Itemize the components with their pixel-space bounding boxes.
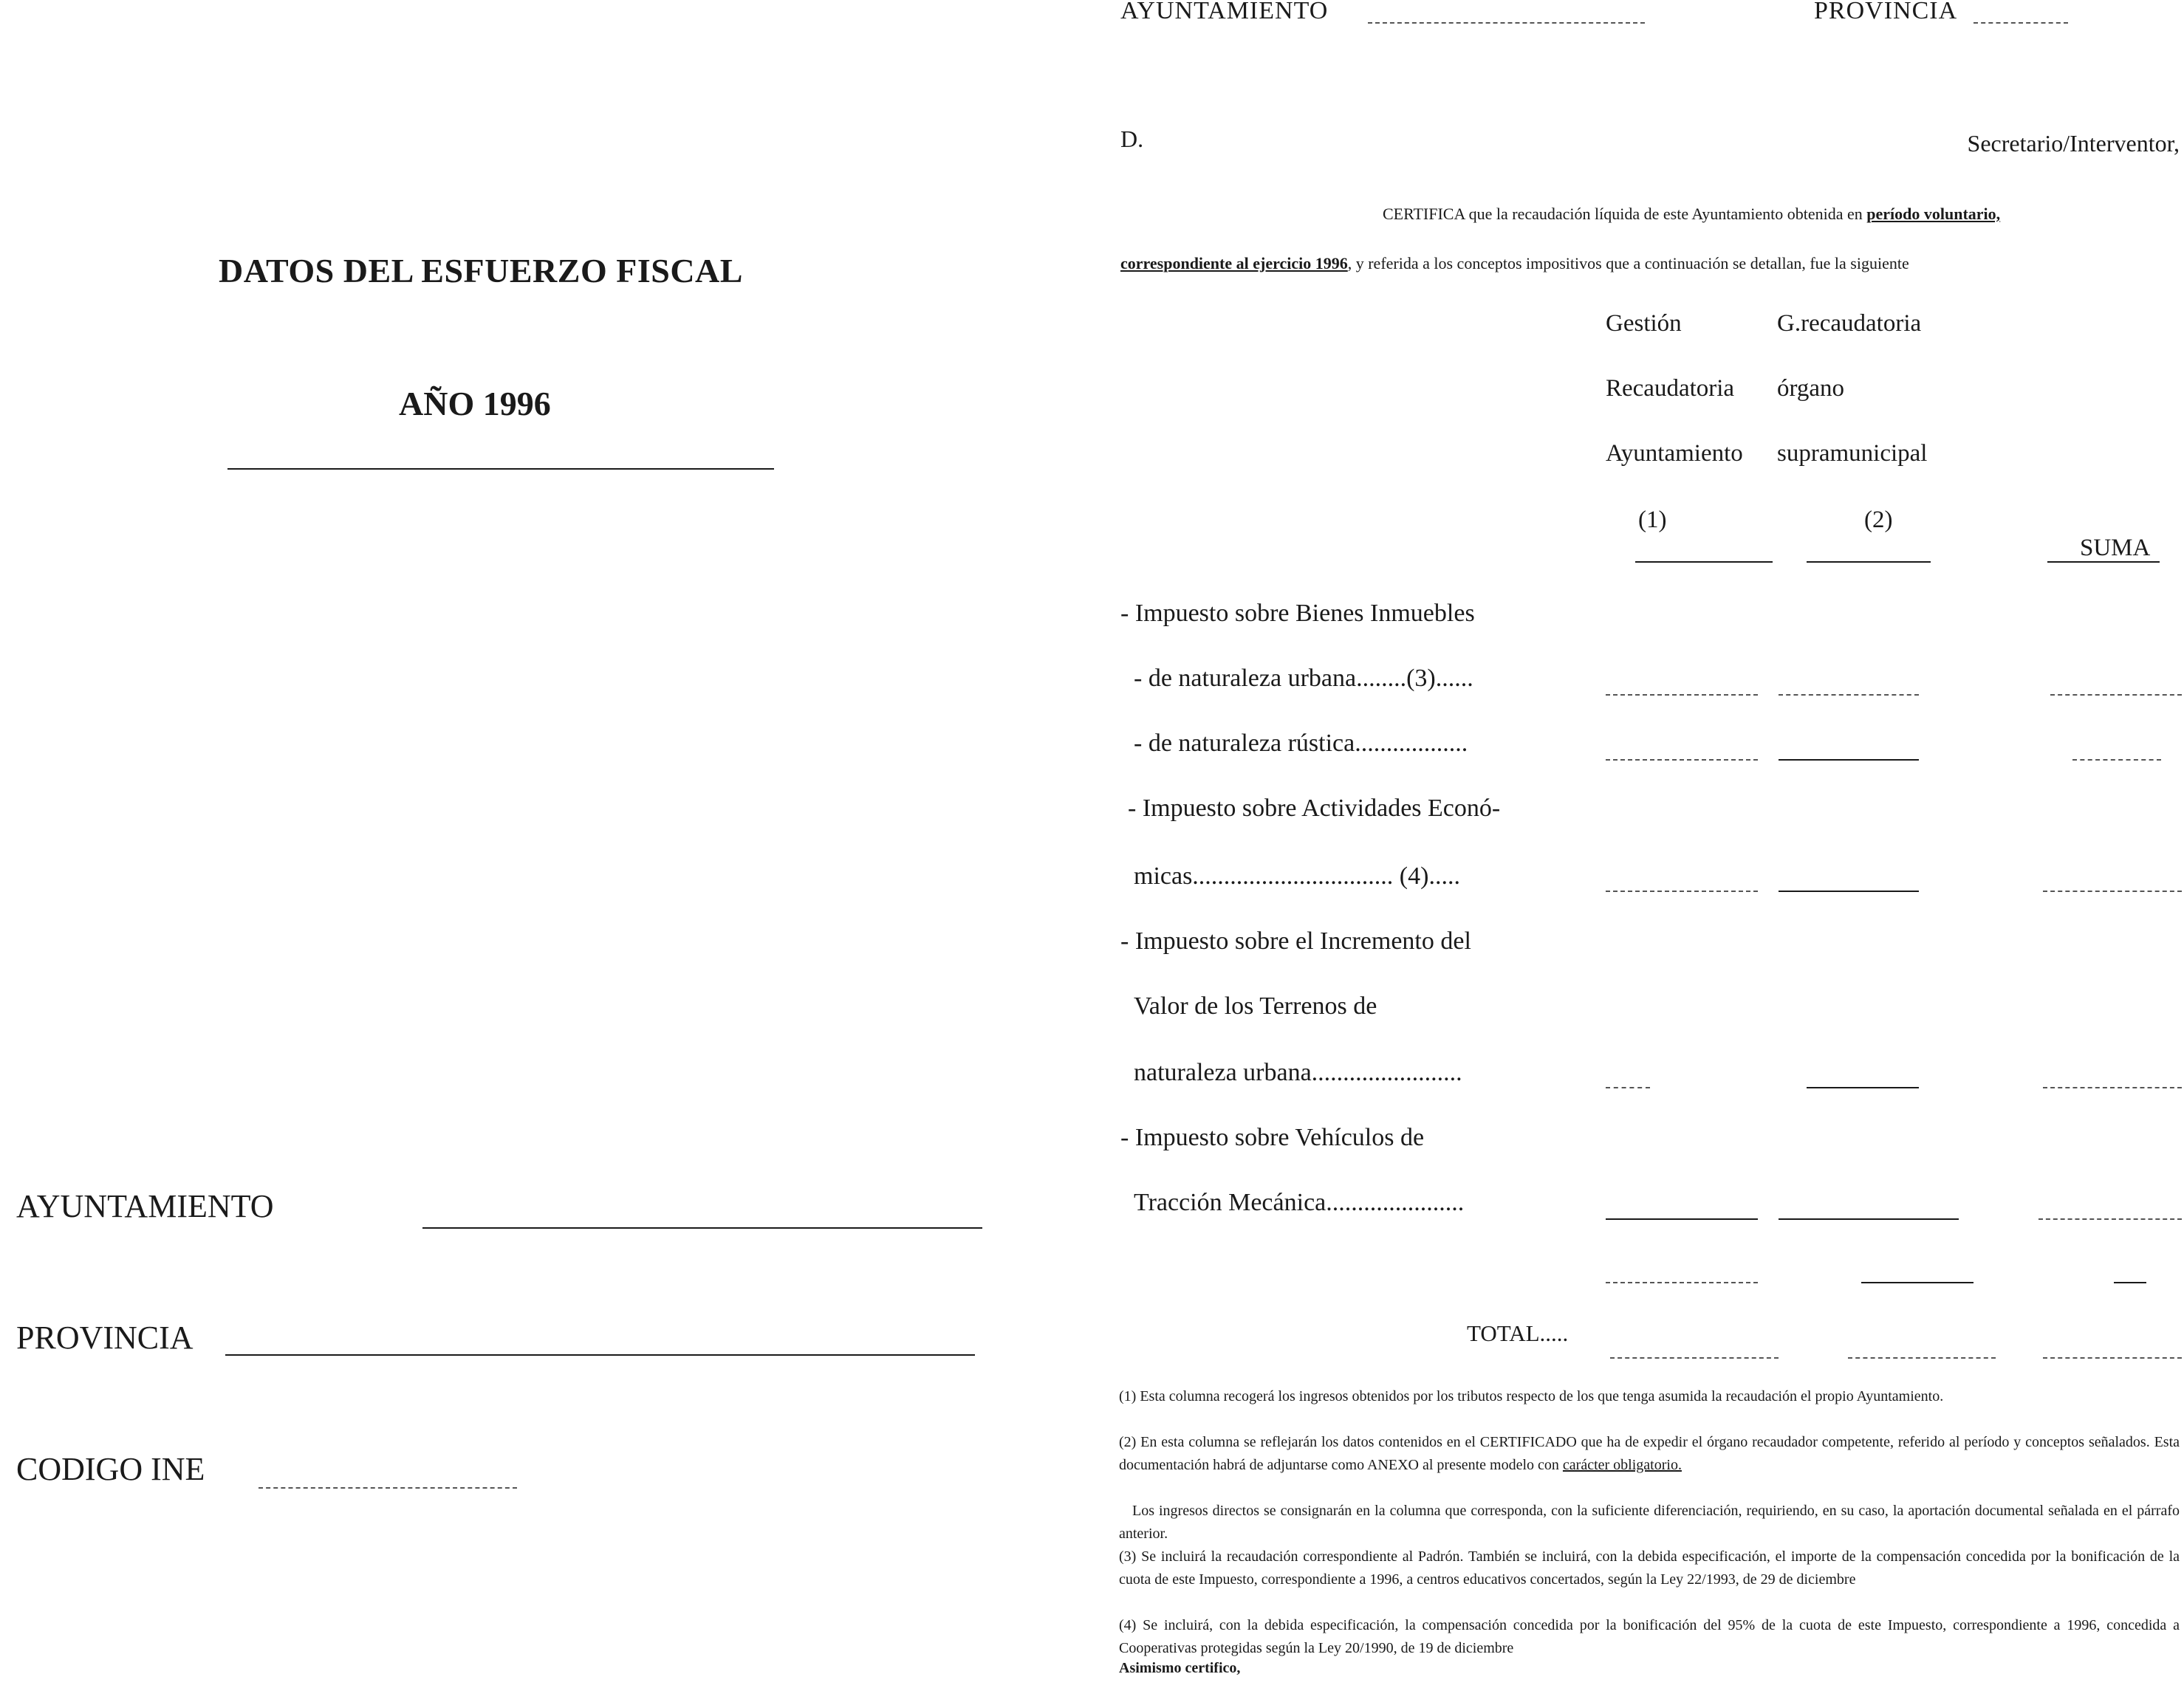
left-ayuntamiento-field[interactable] [422,1227,982,1229]
col2-head-number: (2) [1864,507,1893,533]
role-label: Secretario/Interventor, [1967,130,2180,157]
header-ayuntamiento-field[interactable] [1368,22,1645,24]
col2-head-underline [1807,561,1931,563]
iae-col1-field[interactable] [1606,891,1758,892]
ivtm-col2-field[interactable] [1779,1218,1959,1220]
row-iivtnu-heading: - Impuesto sobre el Incremento del [1120,927,1471,955]
footnote-2 [1119,1431,2180,1477]
col1-head-line2: Recaudatoria [1606,375,1735,402]
header-ayuntamiento-label: AYUNTAMIENTO [1120,0,1329,24]
title-underline [227,468,774,470]
col1-head-underline [1635,561,1773,563]
certification-line-2 [1120,254,1909,273]
row-ibi-rustica: - de naturaleza rústica.................. [1134,730,1468,757]
footnote-3: (3) Se incluirá la recaudación correspondiente al Padrón. También se incluirá, con la debida especificación, el importe de la compensación concedida por la bonificación de la cuota de este Impuesto, correspondiente a 1996, a centros educativos concertados, según la Ley 22/1993, de 29 de diciembre [1119,1548,2180,1588]
certification-line-1 [1383,205,2000,224]
iae-col2-field[interactable] [1779,891,1919,892]
document-title: DATOS DEL ESFUERZO FISCAL [219,252,743,289]
iae-suma-field[interactable] [2043,891,2182,892]
col2-head-line3: supramunicipal [1777,440,1928,467]
row-iivtnu-line3: naturaleza urbana........................ [1134,1059,1462,1086]
row-iivtnu-line2: Valor de los Terrenos de [1134,992,1377,1020]
row-iae-heading: - Impuesto sobre Actividades Econó- [1128,795,1501,822]
iivtnu-suma-field[interactable] [2043,1087,2182,1088]
row-ivtm-line2: Tracción Mecánica...................... [1134,1189,1465,1216]
col2-head-line2: órgano [1777,375,1845,402]
left-codigo-ine-field[interactable] [259,1487,517,1489]
footnote-4: (4) Se incluirá, con la debida especificación, la compensación concedida por la bonificación del 95% de la cuota de este Impuesto, correspondiente a 1996, concedida a Cooperativas protegidas según la Ley 20/1990, de 19 de diciembre [1119,1617,2180,1656]
ivtm-col1-field[interactable] [1606,1218,1758,1220]
left-provincia-field[interactable] [225,1354,975,1356]
ibi-rustica-suma-field[interactable] [2072,759,2161,761]
col1-head-line3: Ayuntamiento [1606,440,1743,467]
left-ayuntamiento-label: AYUNTAMIENTO [16,1188,274,1224]
col1-head-number: (1) [1638,507,1667,533]
closing-line: Asimismo certifico, [1119,1660,1241,1676]
footnote-1: (1) Esta columna recogerá los ingresos obtenidos por los tributos respecto de los que tenga asumida la recaudación el propio Ayuntamiento. [1119,1388,1944,1404]
footnote-2-text: (2) En esta columna se reflejarán los datos contenidos en el CERTIFICADO que ha de expedir el órgano recaudador competente, referido al período y conceptos señalados. Esta documentación habrá de adjuntarse como ANEXO al presente modelo con [1119,1434,2180,1473]
total-col2-field[interactable] [1848,1357,1996,1359]
ibi-rustica-col2-field[interactable] [1779,759,1919,761]
ibi-urbana-col1-field[interactable] [1606,694,1758,696]
subtotal-col2-line [1861,1282,1974,1283]
row-ibi-urbana: - de naturaleza urbana........(3)...... [1134,665,1473,692]
iivtnu-col1-field[interactable] [1606,1087,1650,1088]
total-col1-field[interactable] [1610,1357,1779,1359]
period-link: período voluntario, [1866,205,2001,223]
col3-head-underline [2047,561,2160,563]
certification-text-2: , y referida a los conceptos impositivos que a continuación se detallan, fue la siguiente [1347,254,1909,272]
footnote-2b: Los ingresos directos se consignarán en la columna que corresponda, con la suficiente diferenciación, requiriendo, en su caso, la aportación documental señalada en el párrafo anterior. [1119,1503,2180,1542]
footnote-2-emphasis: carácter obligatorio. [1562,1457,1682,1473]
row-ivtm-heading: - Impuesto sobre Vehículos de [1120,1124,1425,1151]
col3-head-suma: SUMA [2080,535,2151,561]
col2-head-line1: G.recaudatoria [1777,310,1922,337]
document-year: AÑO 1996 [399,385,551,422]
left-codigo-ine-label: CODIGO INE [16,1451,205,1487]
header-provincia-label: PROVINCIA [1814,0,1958,24]
header-provincia-field[interactable] [1974,22,2068,24]
subtotal-col1-line [1606,1282,1758,1283]
iivtnu-col2-field[interactable] [1807,1087,1919,1088]
left-provincia-label: PROVINCIA [16,1320,194,1356]
row-ibi-heading: - Impuesto sobre Bienes Inmuebles [1120,600,1475,627]
ibi-urbana-suma-field[interactable] [2050,694,2182,696]
subtotal-suma-line [2114,1282,2146,1283]
row-iae-micas: micas................................ (4)..... [1134,862,1460,890]
total-suma-field[interactable] [2043,1357,2182,1359]
certification-text: CERTIFICA que la recaudación líquida de este Ayuntamiento obtenida en [1383,205,1867,223]
col1-head-line1: Gestión [1606,310,1682,337]
total-label: TOTAL..... [1467,1320,1569,1346]
ibi-urbana-col2-field[interactable] [1779,694,1919,696]
d-label: D. [1120,126,1144,152]
ivtm-suma-field[interactable] [2038,1218,2182,1220]
ibi-rustica-col1-field[interactable] [1606,759,1758,761]
exercise-link: correspondiente al ejercicio 1996 [1120,254,1348,272]
